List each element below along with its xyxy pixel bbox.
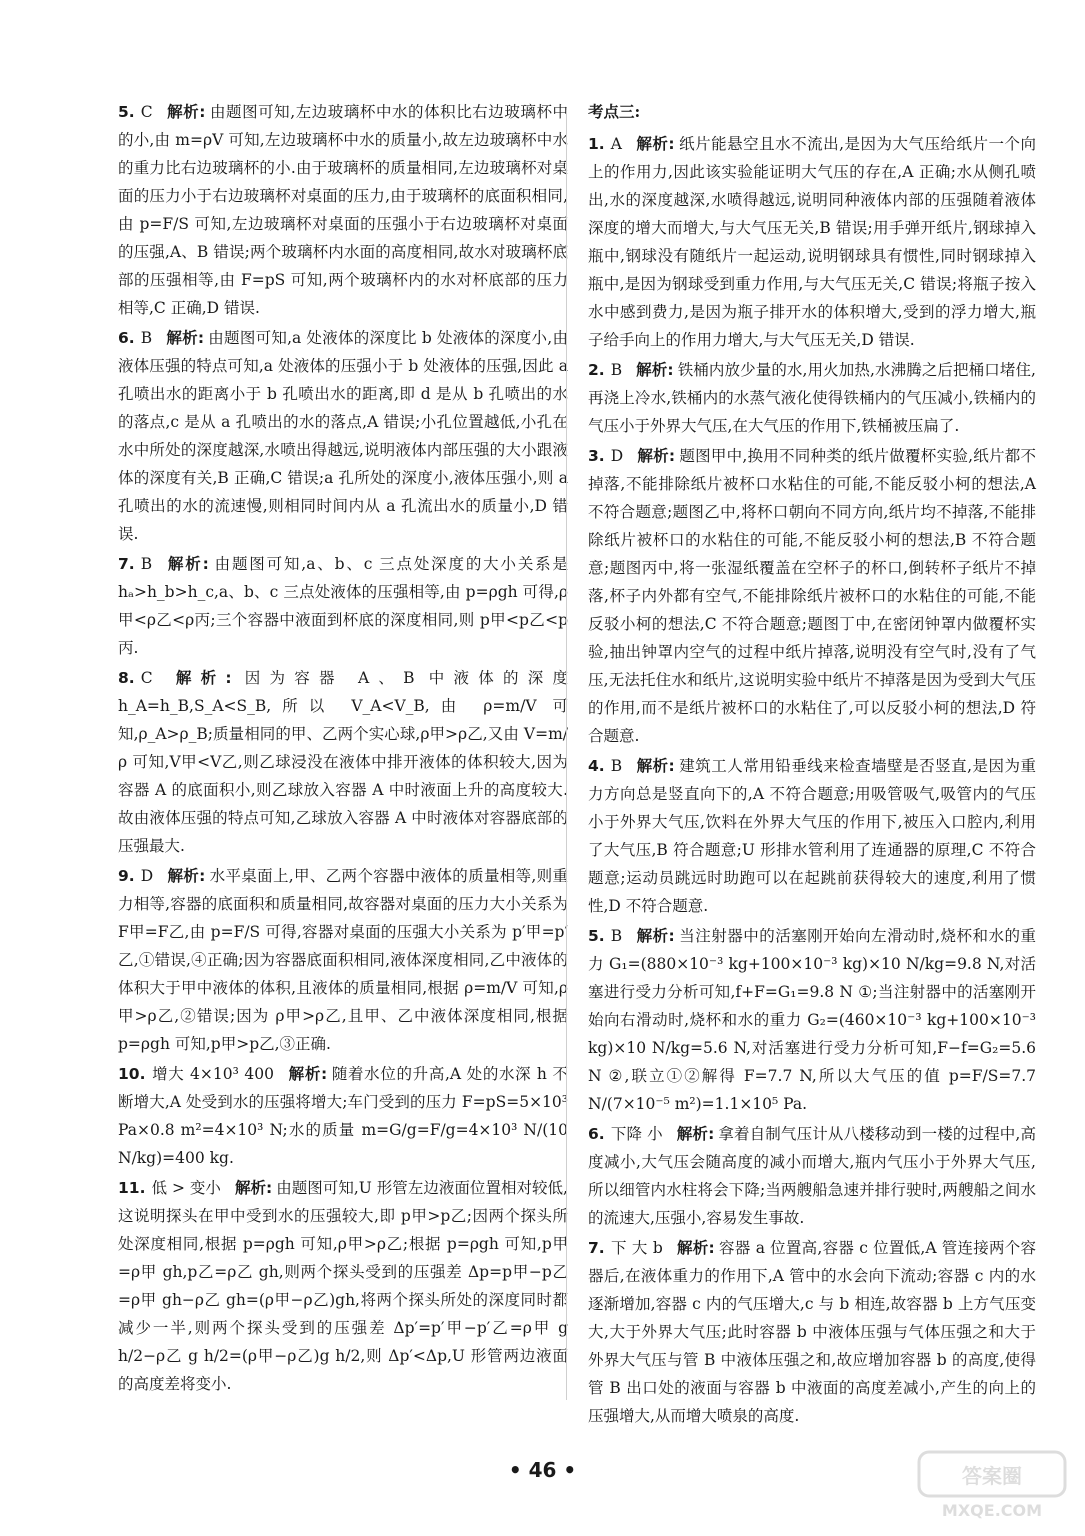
answer-item: 7. B 解析: 由题图可知,a、b、c 三点处深度的大小关系是 hₐ>h_b>h_c,a、b、c 三点处液体的压强相等,由 p=ρgh 可得,ρ甲<ρ乙<ρ丙;三个容器中液面到杯底的深度相同,则 p甲<p乙<p丙. — [118, 555, 568, 657]
answer-item: 2. B 解析: 铁桶内放少量的水,用火加热,水沸腾之后把桶口堵住,再浇上冷水,铁桶内的水蒸气液化使得铁桶内的气压减小,铁桶内的气压小于外界大气压,在大气压的作用下,铁桶被压扁了. — [588, 361, 1036, 435]
answer-item: 7. 下 大 b 解析: 容器 a 位置高,容器 c 位置低,A 管连接两个容器后,在液体重力的作用下,A 管中的水会向下流动;容器 c 内的水逐渐增加,容器 c 内的气压增大,c 与 b 相连,故容器 b 上方气压变大,大于外界大气压;此时容器 b 中液体压强与气体压强之和大于外界大气压与管 B 中液体压强之和,故应增加容器 b 的高度,使得管 B 出口处的液面与容器 b 中液面的高度差减小,产生的向上的压强增大,从而增大喷泉的高度. — [588, 1239, 1037, 1425]
watermark-icon — [917, 1450, 1067, 1522]
answer-item: 1. A 解析: 纸片能悬空且水不流出,是因为大气压给纸片一个向上的作用力,因此该实验能证明大气压的存在,A 正确;水从侧孔喷出,水的深度越深,水喷得越远,说明同种液体内部的压强随着液体深度的增大而增大,与大气压无关,B 错误;用手弹开纸片,钢球掉入瓶中,钢球没有随纸片一起运动,说明钢球具有惯性,同时钢球掉入瓶中,是因为钢球受到重力作用,与大气压无关,C 错误;将瓶子按入水中感到费力,是因为瓶子排开水的体积增大,受到的浮力增大,瓶子给手向上的作用力增大,与大气压无关,D 错误. — [588, 135, 1036, 349]
watermark-url: MXQE.COM — [941, 1501, 1043, 1520]
answer-item: 3. D 解析: 题图甲中,换用不同种类的纸片做覆杯实验,纸片都不掉落,不能排除纸片被杯口水粘住的可能,不能反驳小柯的想法,A 不符合题意;题图乙中,将杯口朝向不同方向,纸片均不掉落,不能排除纸片被杯口的水粘住的可能,不能反驳小柯的想法,B 不符合题意;题图丙中,将一张湿纸覆盖在空杯子的杯口,倒转杯子纸片不掉落,杯子内外都有空气,不能排除纸片被杯口的水粘住的可能,不能反驳小柯的想法,C 不符合题意;题图丁中,在密闭钟罩内做覆杯实验,抽出钟罩内空气的过程中纸片掉落,说明没有空气时,没有了气压,无法托住水和纸片,这说明实验中纸片不掉落是因为受到大气压的作用,而不是纸片被杯口的水粘住了,可以反驳小柯的想法,D 符合题意. — [588, 447, 1037, 745]
answer-item: 10. 增大 4×10³ 400 解析: 随着水位的升高,A 处的水深 h 不断增大,A 处受到水的压强将增大;车门受到的压力 F=pS=5×10³ Pa×0.8 m²=4×10³ N;水的质量 m=G/g=F/g=4×10³ N/(10 N/kg)=400 kg. — [118, 1065, 568, 1167]
answer-item: 8. C 解析: 因为容器 A、B 中液体的深度 h_A=h_B,S_A<S_B,所以 V_A<V_B,由 ρ=m/V 可知,ρ_A>ρ_B;质量相同的甲、乙两个实心球,ρ甲>ρ乙,又由 V=m/ρ 可知,V甲<V乙,则乙球浸没在液体中排开液体的体积较大,因为容器 A 的底面积小,则乙球放入容器 A 中时液面上升的高度较大.故由液体压强的特点可知,乙球放入容器 A 中时液体对容器底部的压强最大. — [118, 669, 568, 855]
page-number: • 46 • — [508, 1458, 577, 1482]
answer-item: 9. D 解析: 水平桌面上,甲、乙两个容器中液体的质量相等,则重力相等,容器的底面积和质量相同,故容器对桌面的压力大小关系为 F甲=F乙,由 p=F/S 可得,容器对桌面的压强大小关系为 p′甲=p′乙,①错误,④正确;因为容器底面积相同,液体深度相同,乙中液体的体积大于甲中液体的体积,且液体的质量相同,根据 ρ=m/V 可知,ρ甲>ρ乙,②错误;因为 ρ甲>ρ乙,且甲、乙中液体深度相同,根据 p=ρgh 可知,p甲>p乙,③正确. — [118, 867, 569, 1053]
section-heading: 考点三: — [588, 102, 641, 121]
answer-item: 6. 下降 小 解析: 拿着自制气压计从八楼移动到一楼的过程中,高度减小,大气压会随高度的减小而增大,瓶内气压小于外界大气压,所以细管内水柱将会下降;当两艘船急速并排行驶时,两艘船之间水的流速大,压强小,容易发生事故. — [588, 1125, 1036, 1227]
answer-item: 5. B 解析: 当注射器中的活塞刚开始向左滑动时,烧杯和水的重力 G₁=(880×10⁻³ kg+100×10⁻³ kg)×10 N/kg=9.8 N,对活塞进行受力分析可知,f+F=G₁=9.8 N ①;当注射器中的活塞刚开始向右滑动时,烧杯和水的重力 G₂=(460×10⁻³ kg+100×10⁻³ kg)×10 N/kg=5.6 N,对活塞进行受力分析可知,F−f=G₂=5.6 N ②,联立①②解得 F=7.7 N,所以大气压的值 p=F/S=7.7 N/(7×10⁻⁵ m²)=1.1×10⁵ Pa. — [588, 927, 1037, 1113]
watermark-logo — [917, 1450, 1067, 1522]
watermark-title: 答案圈 — [962, 1464, 1022, 1488]
answer-item: 6. B 解析: 由题图可知,a 处液体的深度比 b 处液体的深度小,由液体压强的特点可知,a 处液体的压强小于 b 处液体的压强,因此 a 孔喷出水的距离小于 b 孔喷出水的距离,即 d 是从 b 孔喷出的水的落点,c 是从 a 孔喷出的水的落点,A 错误;小孔位置越低,小孔在水中所处的深度越深,水喷出得越远,说明液体内部压强的大小跟液体的深度有关,B 正确,C 错误;a 孔所处的深度小,液体压强小,则 a 孔喷出的水的流速慢,则相同时间内从 a 孔流出水的质量小,D 错误. — [118, 329, 568, 543]
answer-item: 5. C 解析: 由题图可知,左边玻璃杯中水的体积比右边玻璃杯中的小,由 m=ρV 可知,左边玻璃杯中水的质量小,故左边玻璃杯中水的重力比右边玻璃杯的小.由于玻璃杯的质量相同,左边玻璃杯对桌面的压力小于右边玻璃杯对桌面的压力,由于玻璃杯的底面积相同,由 p=F/S 可知,左边玻璃杯对桌面的压强小于右边玻璃杯对桌面的压强,A、B 错误;两个玻璃杯内水面的高度相同,故水对玻璃杯底部的压强相等,由 F=pS 可知,两个玻璃杯内的水对杯底部的压力相等,C 正确,D 错误. — [118, 103, 568, 317]
answer-item: 11. 低 > 变小 解析: 由题图可知,U 形管左边液面位置相对较低,这说明探头在甲中受到水的压强较大,即 p甲>p乙;因两个探头所处深度相同,根据 p=ρgh 可知,ρ甲>ρ乙;根据 p=ρgh 可知,p甲=ρ甲 gh,p乙=ρ乙 gh,则两个探头受到的压强差 Δp=p甲−p乙=ρ甲 gh−ρ乙 gh=(ρ甲−ρ乙)gh,将两个探头所处的深度同时都减少一半,则两个探头受到的压强差 Δp′=p′甲−p′乙=ρ甲 g h/2−ρ乙 g h/2=(ρ甲−ρ乙)g h/2,则 Δp′<Δp,U 形管两边液面的高度差将变小. — [118, 1179, 568, 1393]
answer-item: 4. B 解析: 建筑工人常用铅垂线来检查墙壁是否竖直,是因为重力方向总是竖直向下的,A 不符合题意;用吸管吸气,吸管内的气压小于外界大气压,饮料在外界大气压的作用下,被压入口腔内,利用了大气压,B 符合题意;U 形排水管利用了连通器的原理,C 不符合题意;运动员跳远时助跑可以在起跳前获得较大的速度,利用了惯性,D 不符合题意. — [588, 757, 1037, 915]
right-column — [588, 98, 1036, 1432]
left-column — [118, 98, 568, 1400]
column-divider — [566, 110, 567, 1400]
